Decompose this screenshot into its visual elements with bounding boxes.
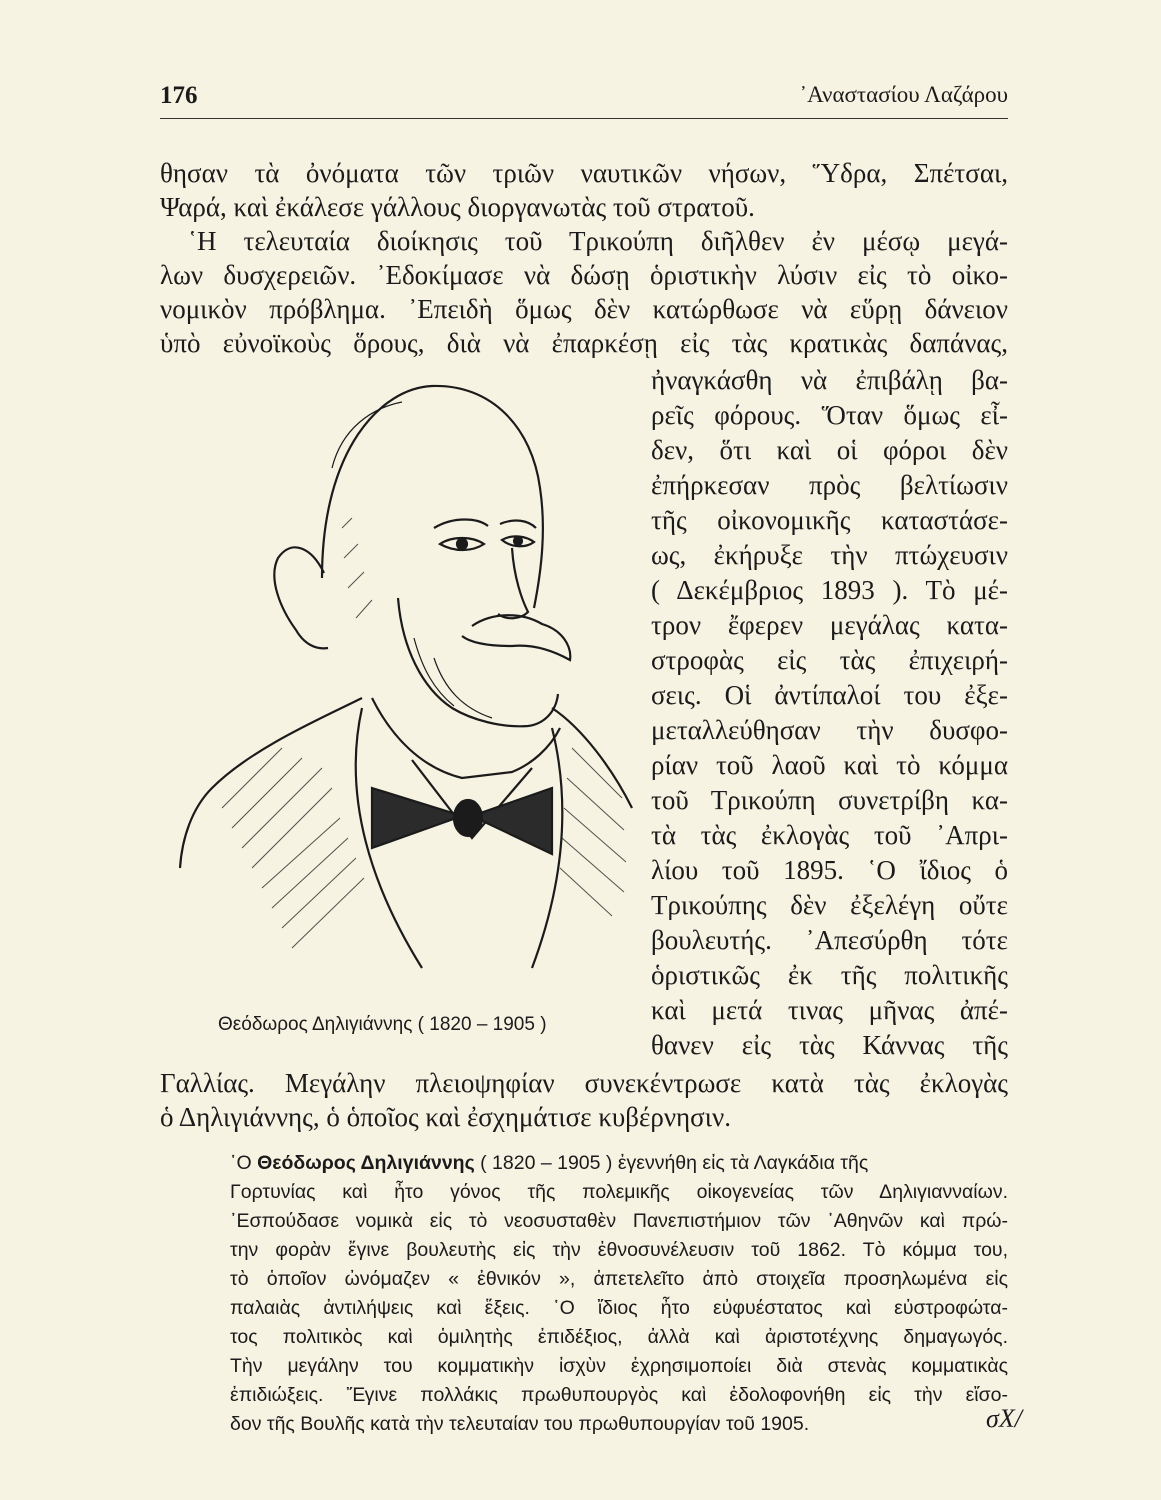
footnote-line: Τὴν μεγάλην του κομματικὴν ἰσχὺν ἐχρησιμοποίει διὰ στενὰς κομματικὰς: [230, 1355, 1008, 1377]
body-line: μεταλλεύθησαν τὴν δυσφο-: [651, 715, 1008, 745]
page-header: [160, 82, 1008, 119]
body-line: τοῦ Τρικούπη συνετρίβη κα-: [651, 785, 1008, 815]
body-line: δεν, ὅτι καὶ οἱ φόροι δὲν: [651, 435, 1008, 465]
footnote-line: τὸ ὁποῖον ὠνόμαζεν « ἐθνικόν », ἀπετελεῖτο ἀπὸ στοιχεῖα προσηλωμένα εἰς: [230, 1268, 1008, 1290]
body-line: θησαν τὰ ὀνόματα τῶν τριῶν ναυτικῶν νήσων, Ὕδρα, Σπέτσαι,: [160, 158, 1008, 188]
footnote-line: δον τῆς Βουλῆς κατὰ τὴν τελευταίαν του πρωθυπουργίαν τοῦ 1905.: [230, 1413, 810, 1435]
body-line: νομικὸν πρόβλημα. ᾿Επειδὴ ὅμως δὲν κατώρθωσε νὰ εὕρῃ δάνειον: [160, 294, 1008, 324]
body-line: ρεῖς φόρους. Ὅταν ὅμως εἶ-: [651, 400, 1008, 430]
footnote-line: ᾿Εσπούδασε νομικὰ εἰς τὸ νεοσυσταθὲν Πανεπιστήμιον τῶν ᾿Αθηνῶν καὶ πρώ-: [230, 1210, 1008, 1232]
body-line: λων δυσχερειῶν. ᾿Εδοκίμασε νὰ δώσῃ ὁριστικὴν λύσιν εἰς τὸ οἰκο-: [160, 260, 1008, 290]
footnote-line: Γορτυνίας καὶ ἦτο γόνος τῆς πολεμικῆς οἰκογενείας τῶν Δηλιγιανναίων.: [230, 1181, 1008, 1203]
body-line: θανεν εἰς τὰς Κάννας τῆς: [651, 1030, 1008, 1060]
figure-caption: Θεόδωρος Δηλιγιάννης ( 1820 – 1905 ): [218, 1014, 547, 1035]
footnote-line: τος πολιτικὸς καὶ ὁμιλητὴς ἐπιδέξιος, ἀλλὰ καὶ ἀριστοτέχνης δημαγωγός.: [230, 1326, 1008, 1348]
body-line: ὁριστικῶς ἐκ τῆς πολιτικῆς: [651, 960, 1008, 990]
footnote-first-rest: ( 1820 – 1905 ) ἐγεννήθη εἰς τὰ Λαγκάδια τῆς: [474, 1152, 869, 1174]
footnote-lead: ῾Ο: [230, 1152, 258, 1174]
footnote-line: ἐπιδιώξεις. Ἔγινε πολλάκις πρωθυπουργὸς καὶ ἐδολοφονήθη εἰς τὴν εἴσο-: [230, 1384, 1008, 1406]
body-line: ὁ Δηλιγιάννης, ὁ ὁποῖος καὶ ἐσχημάτισε κυβέρνησιν.: [160, 1102, 731, 1132]
body-line: τῆς οἰκονομικῆς καταστάσε-: [651, 505, 1008, 535]
portrait-engraving: [172, 368, 642, 1008]
body-line: σεις. Οἱ ἀντίπαλοί του ἐξε-: [651, 680, 1008, 710]
footnote-name: Θεόδωρος Δηλιγιάννης: [257, 1152, 475, 1174]
footnote-line: την φορὰν ἔγινε βουλευτὴς εἰς τὴν ἐθνοσυνέλευσιν τοῦ 1862. Τὸ κόμμα του,: [230, 1239, 1008, 1261]
body-line: Ψαρά, καὶ ἐκάλεσε γάλλους διοργανωτὰς τοῦ στρατοῦ.: [160, 192, 755, 222]
body-line: στροφὰς εἰς τὰς ἐπιχειρή-: [651, 645, 1008, 675]
body-line: ρίαν τοῦ λαοῦ καὶ τὸ κόμμα: [651, 750, 1008, 780]
footnote-line: [230, 1152, 1008, 1175]
body-line: ἐπήρκεσαν πρὸς βελτίωσιν: [651, 470, 1008, 500]
handwritten-mark: σΧ/: [986, 1404, 1022, 1433]
body-line: ως, ἐκήρυξε τὴν πτώχευσιν: [651, 540, 1008, 570]
body-line: Γαλλίας. Μεγάλην πλειοψηφίαν συνεκέντρωσε κατὰ τὰς ἐκλογὰς: [160, 1068, 1008, 1098]
running-head: ᾿Αναστασίου Λαζάρου: [799, 82, 1008, 107]
footnote-line: παλαιὰς ἀντιλήψεις καὶ ἕξεις. ῾Ο ἴδιος ἦτο εὐφυέστατος καὶ εὐστροφώτα-: [230, 1297, 1008, 1319]
body-line: καὶ μετά τινας μῆνας ἀπέ-: [651, 995, 1008, 1025]
body-line: λίου τοῦ 1895. ῾Ο ἴδιος ὁ: [651, 855, 1008, 885]
body-line: ῾Η τελευταία διοίκησις τοῦ Τρικούπη διῆλθεν ἐν μέσῳ μεγά-: [188, 226, 1008, 256]
body-line: ὑπὸ εὐνοϊκοὺς ὅρους, διὰ νὰ ἐπαρκέσῃ εἰς τὰς κρατικὰς δαπάνας,: [160, 328, 1008, 358]
body-line: τρον ἔφερεν μεγάλας κατα-: [651, 610, 1008, 640]
page-number: 176: [160, 82, 198, 109]
body-line: βουλευτής. ᾿Απεσύρθη τότε: [651, 925, 1008, 955]
body-line: ἠναγκάσθη νὰ ἐπιβάλῃ βα-: [651, 365, 1008, 395]
body-line: ( Δεκέμβριος 1893 ). Τὸ μέ-: [651, 575, 1008, 605]
body-line: τὰ τὰς ἐκλογὰς τοῦ ᾿Απρι-: [651, 820, 1008, 850]
body-line: Τρικούπης δὲν ἐξελέγη οὔτε: [651, 890, 1008, 920]
